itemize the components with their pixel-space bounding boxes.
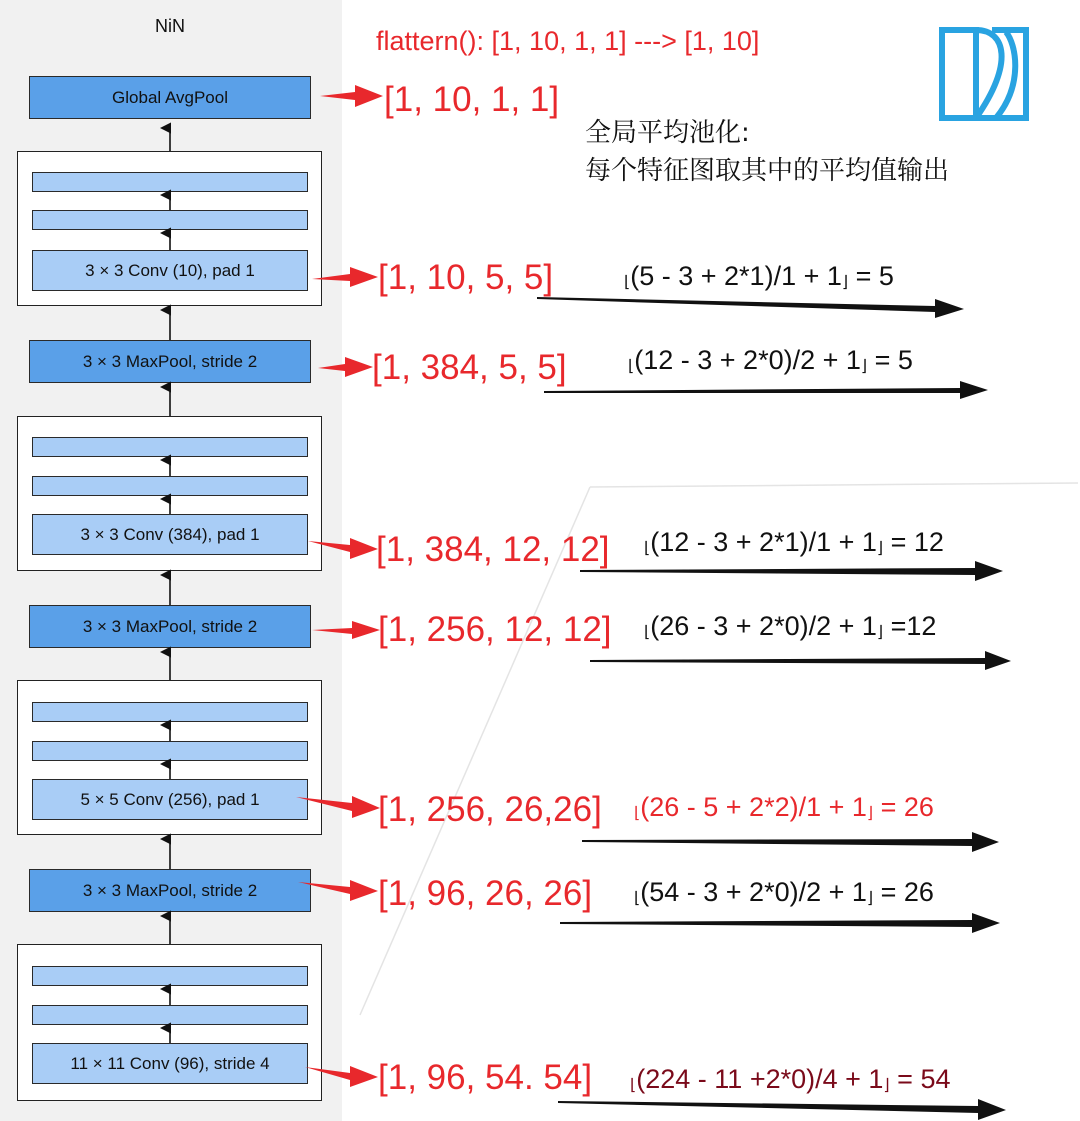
formula-pool1: ⌊(54 - 3 + 2*0)/2 + 1⌋ = 26 [634, 877, 934, 907]
conv384-block: 3 × 3 Conv (384), pad 1 [32, 514, 308, 555]
shape-label-pool3: [1, 384, 5, 5] [372, 348, 567, 387]
black-arrow-pool2 [590, 651, 1011, 670]
formula-conv1: ⌊(224 - 11 +2*0)/4 + 1⌋ = 54 [630, 1064, 951, 1094]
shape-label-avgpool: [1, 10, 1, 1] [384, 80, 560, 119]
formula-conv3: ⌊(12 - 3 + 2*1)/1 + 1⌋ = 12 [644, 527, 944, 557]
red-arrow-pool1 [298, 880, 378, 901]
black-arrow-conv1 [558, 1099, 1006, 1120]
formula-conv2: ⌊(26 - 5 + 2*2)/1 + 1⌋ = 26 [634, 792, 934, 822]
maxpool-1-block: 3 × 3 MaxPool, stride 2 [29, 869, 311, 912]
global-avgpool-note-title: 全局平均池化: [585, 118, 750, 148]
shape-label-conv2: [1, 256, 26,26] [378, 790, 602, 829]
black-arrow-conv4 [537, 297, 964, 318]
maxpool-3-block: 3 × 3 MaxPool, stride 2 [29, 340, 311, 383]
formula-pool2: ⌊(26 - 3 + 2*0)/2 + 1⌋ =12 [644, 611, 937, 641]
maxpool-2-block: 3 × 3 MaxPool, stride 2 [29, 605, 311, 648]
black-arrow-pool1 [560, 913, 1000, 933]
shape-label-conv4: [1, 10, 5, 5] [378, 258, 554, 297]
flatten-note: flattern(): [1, 10, 1, 1] ---> [1, 10] [376, 26, 760, 56]
conv10-block: 3 × 3 Conv (10), pad 1 [32, 250, 308, 291]
shape-label-conv3: [1, 384, 12, 12] [376, 530, 610, 569]
black-arrow-conv2 [582, 832, 999, 852]
shape-label-pool2: [1, 256, 12, 12] [378, 610, 612, 649]
red-arrow-pool3 [318, 357, 373, 377]
red-arrow-pool2 [312, 621, 380, 639]
formula-conv4: ⌊(5 - 3 + 2*1)/1 + 1⌋ = 5 [624, 261, 894, 291]
red-arrow-conv2 [296, 796, 380, 818]
faint-top-line [590, 483, 1078, 487]
global-avgpool-block: Global AvgPool [29, 76, 311, 119]
shape-label-conv1: [1, 96, 54. 54] [378, 1058, 593, 1097]
conv96-block: 11 × 11 Conv (96), stride 4 [32, 1043, 308, 1084]
red-arrow-conv4 [312, 267, 378, 287]
shape-label-pool1: [1, 96, 26, 26] [378, 874, 593, 913]
diagram-title: NiN [155, 16, 185, 36]
red-arrow-conv1 [305, 1066, 378, 1087]
book-page-logo-icon [936, 24, 1030, 124]
black-arrow-pool3 [544, 381, 988, 399]
global-avgpool-note-desc: 每个特征图取其中的平均值输出 [585, 156, 950, 186]
black-arrow-conv3 [580, 561, 1003, 581]
formula-pool3: ⌊(12 - 3 + 2*0)/2 + 1⌋ = 5 [628, 345, 913, 375]
conv256-block: 5 × 5 Conv (256), pad 1 [32, 779, 308, 820]
red-arrow-conv3 [308, 538, 378, 559]
red-arrow-avgpool [320, 85, 383, 107]
